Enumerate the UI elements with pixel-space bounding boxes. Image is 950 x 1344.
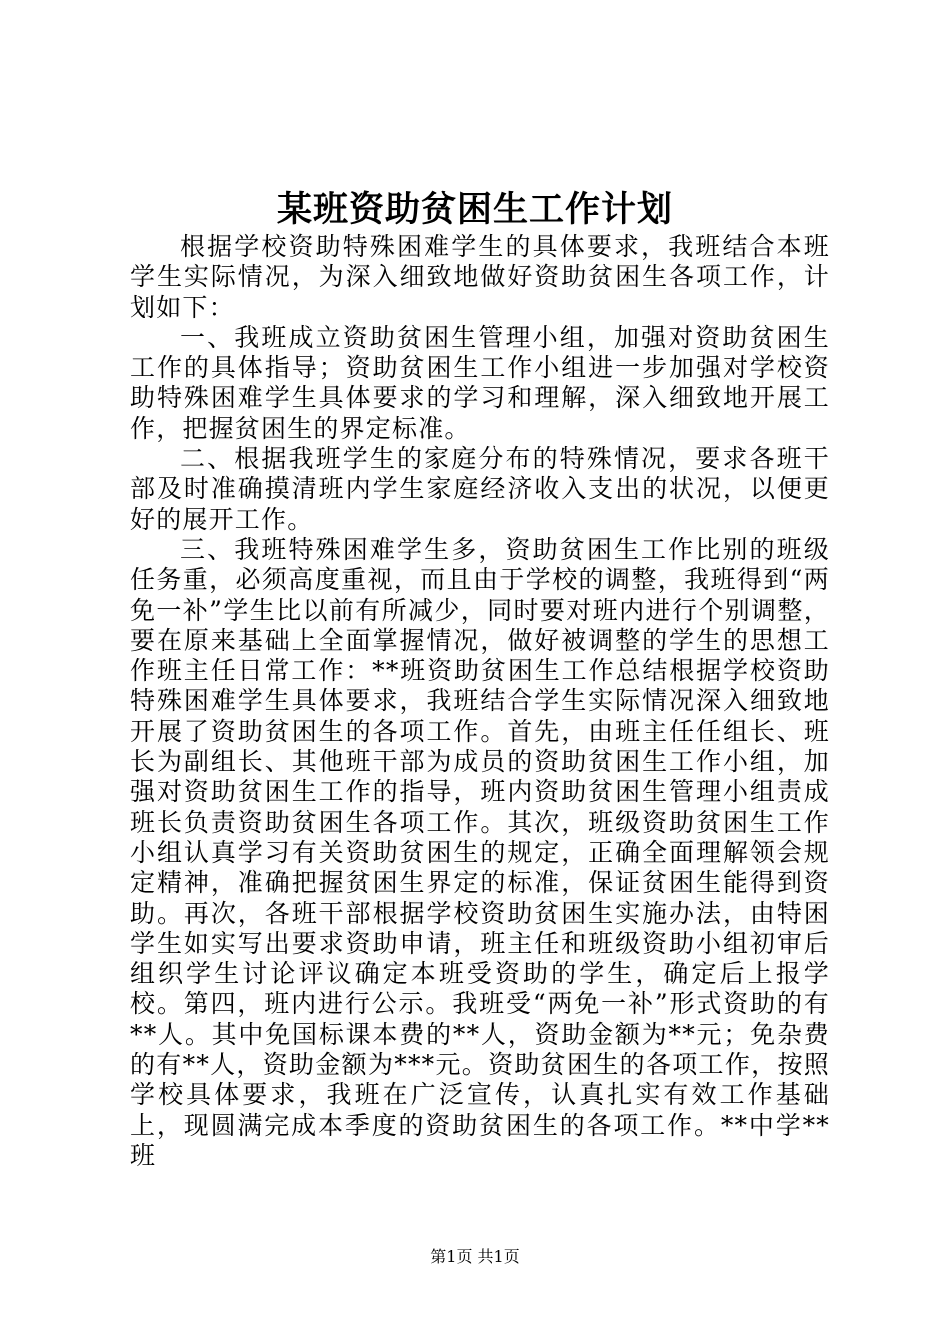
paragraph-item-1: 一、我班成立资助贫困生管理小组，加强对资助贫困生工作的具体指导；资助贫困生工作小组进一步加强对学校资助特殊困难学生具体要求的学习和理解，深入细致地开展工作，把握贫困生的界定标准。	[130, 322, 830, 443]
paragraph-item-2: 二、根据我班学生的家庭分布的特殊情况，要求各班干部及时准确摸清班内学生家庭经济收入支出的状况，以便更好的展开工作。	[130, 444, 830, 534]
paragraph-item-3: 三、我班特殊困难学生多，资助贫困生工作比别的班级任务重，必须高度重视，而且由于学校的调整，我班得到“两免一补”学生比以前有所减少，同时要对班内进行个别调整，要在原来基础上全面掌握情况，做好被调整的学生的思想工作班主任日常工作：**班资助贫困生工作总结根据学校资助特殊困难学生具体要求，我班结合学生实际情况深入细致地开展了资助贫困生的各项工作。首先，由班主任任组长、班长为副组长、其他班干部为成员的资助贫困生工作小组，加强对资助贫困生工作的指导，班内资助贫困生管理小组责成班长负责资助贫困生各项工作。其次，班级资助贫困生工作小组认真学习有关资助贫困生的规定，正确全面理解领会规定精神，准确把握贫困生界定的标准，保证贫困生能得到资助。再次，各班干部根据学校资助贫困生实施办法，由特困学生如实写出要求资助申请，班主任和班级资助小组初审后组织学生讨论评议确定本班受资助的学生，确定后上报学校。第四，班内进行公示。我班受“两免一补”形式资助的有**人。其中免国标课本费的**人，资助金额为**元；免杂费的有**人，资助金额为***元。资助贫困生的各项工作，按照学校具体要求，我班在广泛宣传，认真扎实有效工作基础上，现圆满完成本季度的资助贫困生的各项工作。**中学**班	[130, 534, 830, 1170]
page-number-footer: 第1页 共1页	[430, 1247, 520, 1266]
document-body	[130, 232, 830, 1171]
document-title: 某班资助贫困生工作计划	[276, 189, 673, 230]
paragraph-intro: 根据学校资助特殊困难学生的具体要求，我班结合本班学生实际情况，为深入细致地做好资助贫困生各项工作，计划如下：	[130, 232, 830, 322]
